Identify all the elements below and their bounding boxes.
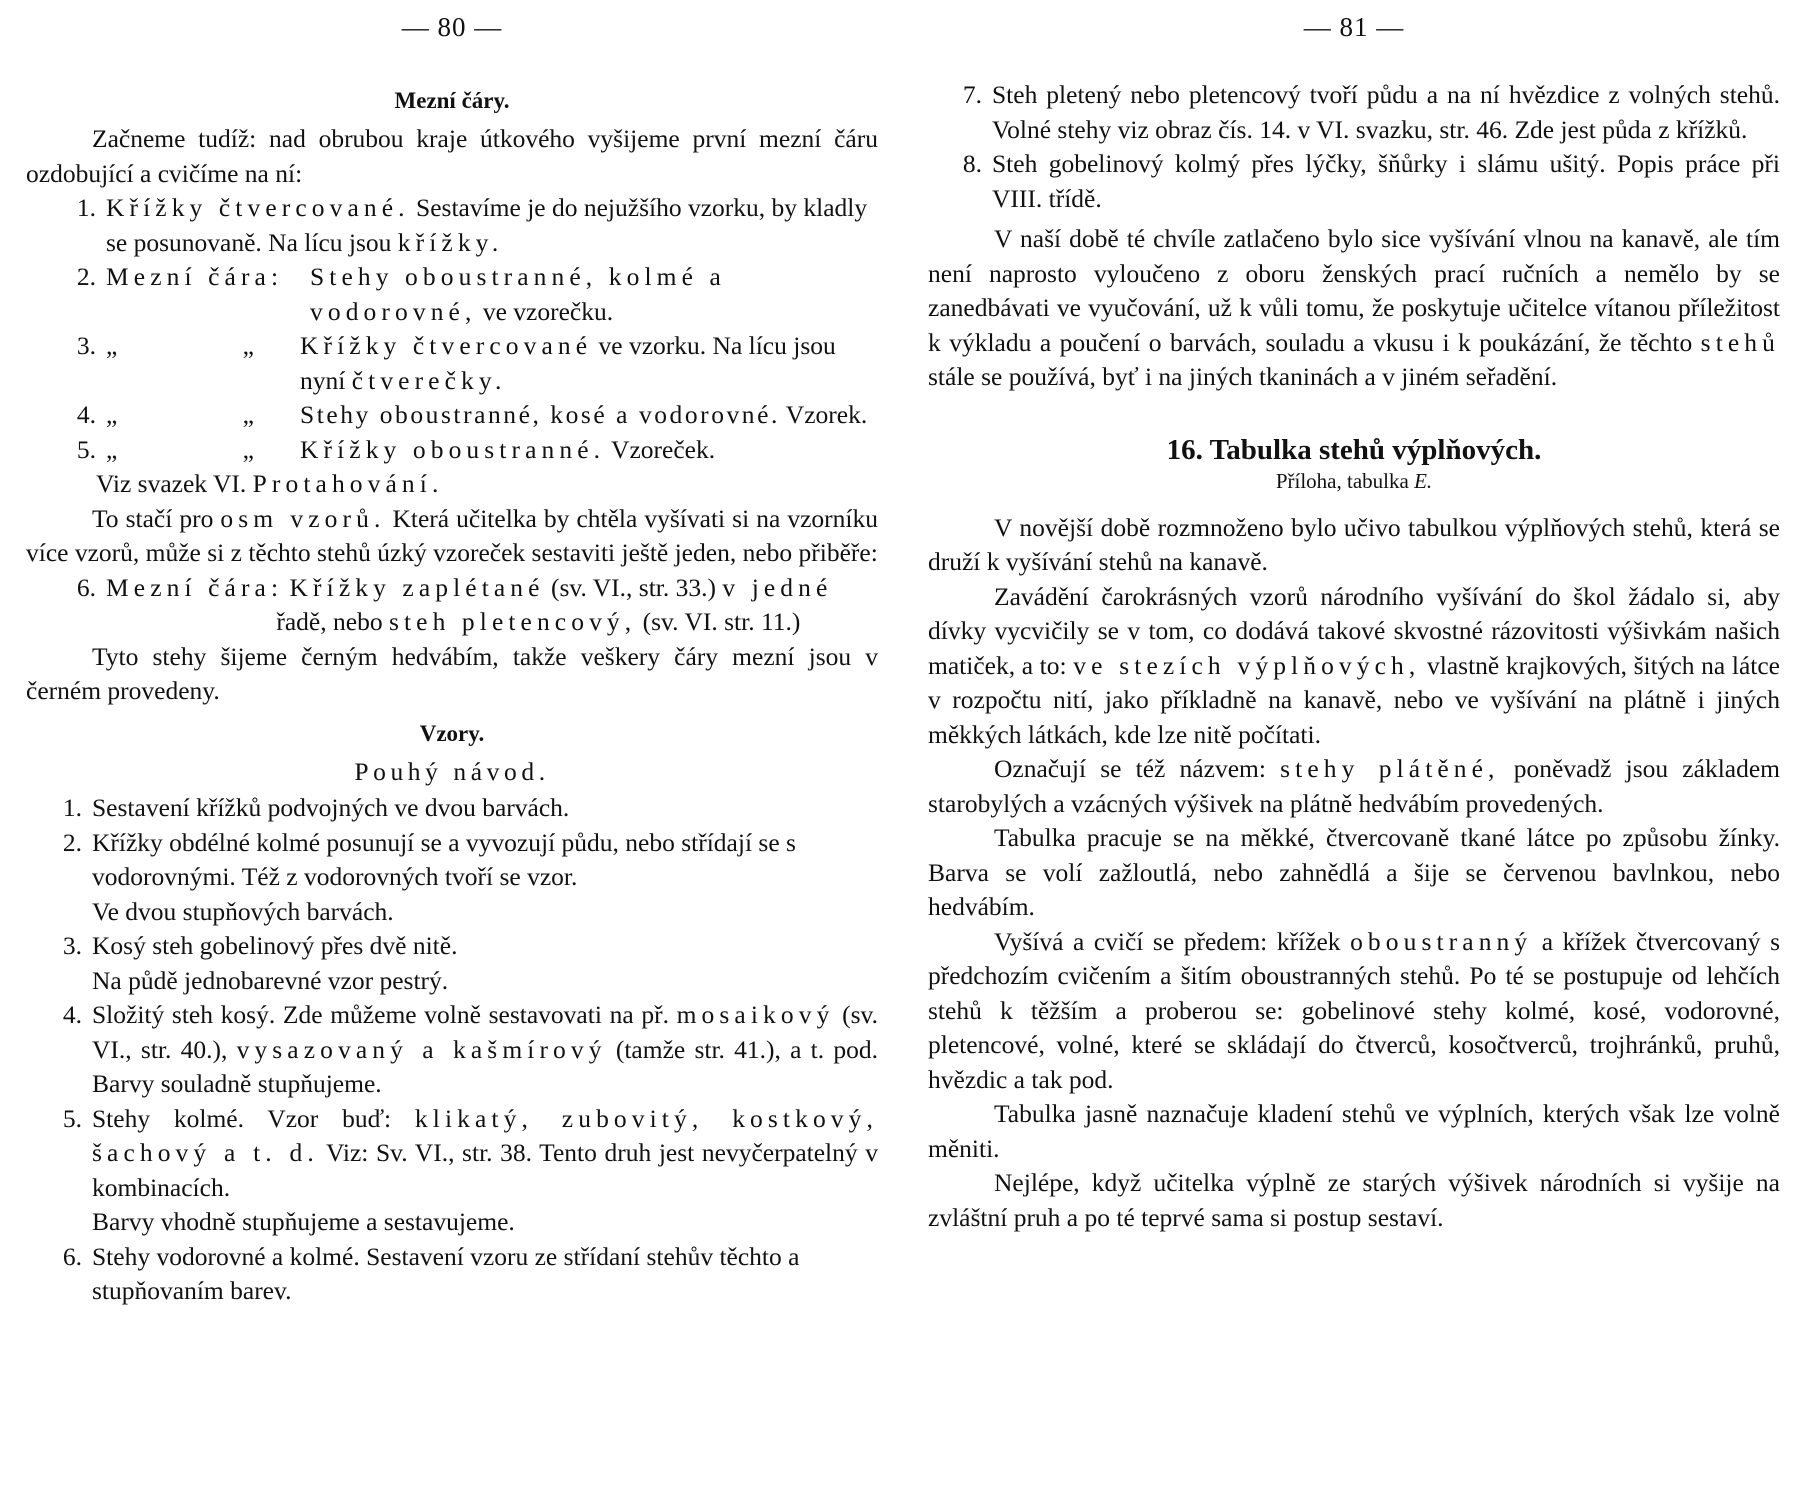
page-number: — 81 — [1303, 12, 1405, 42]
list-item: 3. Kosý steh gobelinový přes dvě nitě. Na půdě jednobarevné vzor pestrý. [62, 931, 458, 995]
paragraph: Zavádění čarokrásných vzorů národního vyšívání do škol žádalo si, aby dívky vycvičily se v tom, co dodává takové skvostné rázovitosti výšivkám našich matiček, a to: ve stezích výplňových, vlastně krajkových, šitých na látce v rozpočtu nití, jako příkladně na kanavě, nebo ve vyšívání na plátně i jiných měkkých látkách, kde lze nitě počítati. [928, 581, 1780, 749]
paragraph: Označují se též názvem: stehy plátěné, poněvadž jsou základem starobylých a vzácných výšivek na plátně hedvábím provedených. [928, 754, 1781, 818]
ditto-marks: „ „ [106, 400, 254, 429]
paragraph: To stačí pro osm vzorů. Která učitelka by chtěla vyšívati si na vzorníku více vzorů, může si z těchto stehů úzký vzoreček sestaviti ještě jeden, nebo přiběře: [26, 503, 878, 567]
paragraph: Vyšívá a cvičí se předem: křížek oboustranný a křížek čtvercovaný s předchozím cvičením a šitím oboustranných stehů. Po té se postupuje od lehčích stehů k těžším a proberou se: gobelinové stehy kolmé, kosé, vodorovné, pletencové, volné, které se skládají do čtverců, kosočtverců, trojhránků, pruhů, hvězdic a tak pod. [928, 926, 1780, 1094]
list-item: 8. Steh gobelinový kolmý přes lýčky, šňůrky i slámu ušitý. Popis práce při VIII. třídě. [962, 149, 1780, 213]
list-item: 6. Mezní čára: Křížky zaplétané (sv. VI., str. 33.) v jedné řadě, nebo steh pletencový, (sv. VI. str. 11.) [76, 572, 833, 636]
right-page [928, 0, 1780, 1500]
ditto-marks: „ „ [106, 331, 254, 360]
continued-list [928, 78, 1780, 216]
paragraph: Tabulka jasně naznačuje kladení stehů ve výplních, kterých však lze volně měniti. [928, 1099, 1780, 1163]
list-item: 7. Steh pletený nebo pletencový tvoří půdu a na ní hvězdice z volných stehů. Volné stehy viz obraz čís. 14. v VI. svazku, str. 46. Zde jest půda z křížků. [962, 80, 1780, 144]
list-item: 2. Křížky obdélné kolmé posunují se a vyvozují půdu, nebo střídají se s vodorovnými. Též z vodorovných tvoří se vzor. Ve dvou stupňových barvách. [62, 827, 796, 926]
paragraph: Tabulka pracuje se na měkké, čtvercovaně tkané látce po způsobu žínky. Barva se volí zažloutlá, nebo zahnědlá a šije se červenou bavlnkou, nebo hedvábím. [928, 823, 1780, 921]
see-volume-line: Viz svazek VI. Protahování. [96, 469, 444, 498]
section-heading: Mezní čáry. [394, 88, 510, 113]
paragraph: V naší době té chvíle zatlačeno bylo sice vyšívání vlnou na kanavě, ale tím není naprosto vyloučeno z oboru ženských prací ručních a nemělo by se zanedbávati ve vyučování, už k vůli tomu, že poskytuje učitelce vítanou příležitost k výkladu a poučení o barvách, souladu a vkusu i k poukázání, že těchto stehů stále se používá, byť i na jiných tkaninách a v jiném seřadění. [928, 224, 1780, 391]
section-subtitle: Příloha, tabulka E. [1275, 468, 1433, 493]
vzory-heading: Vzory. [419, 720, 485, 746]
list-item: 4. Složitý steh kosý. Zde můžeme volně sestavovati na př. mosaikový (sv. VI., str. 40.), vysazovaný a kašmírový (tamže str. 41.), a t. pod. Barvy souladně stupňujeme. [62, 1000, 878, 1098]
page-number: — 80 — [401, 12, 503, 42]
list-item: 1. Sestavení křížků podvojných ve dvou barvách. [62, 793, 570, 822]
subheading: Pouhý návod. [354, 756, 550, 786]
list-item: 1. Křížky čtvercované. Sestavíme je do nejužšího vzorku, by kladly se posunovaně. Na lícu jsou křížky. [76, 193, 868, 257]
paragraph: Tyto stehy šijeme černým hedvábím, takže veškery čáry mezní jsou v černém provedeny. [26, 641, 878, 705]
list-item: 6. Stehy vodorovné a kolmé. Sestavení vzoru ze střídaní stehův těchto a stupňovaním barev. [62, 1241, 800, 1305]
list-item: 5. „ „ Křížky oboustranné. Vzoreček. [26, 433, 878, 468]
left-page [26, 0, 878, 1500]
list-item: 5. Stehy kolmé. Vzor buď: klikatý, zubovitý, kostkový, šachový a t. d. Viz: Sv. VI., str. 38. Tento druh jest nevyčerpatelný v kombinacích. Barvy vhodně stupňujeme a sestavujeme. [62, 1103, 878, 1236]
list-item: 3. „ „ Křížky čtvercované ve vzorku. Na lícu jsou nyní čtverečky. [26, 329, 878, 398]
list-item: 4. „ „ Stehy oboustranné, kosé a vodorovné. Vzorek. [26, 398, 878, 433]
intro-paragraph: Začneme tudíž: nad obrubou kraje útkového vyšijeme první mezní čáru ozdobující a cvičíme na ní: [26, 124, 878, 188]
paragraph: V novější době rozmnoženo bylo učivo tabulkou výplňových stehů, která se druží k vyšívání stehů na kanavě. [928, 512, 1780, 576]
section-title: 16. Tabulka stehů výplňových. [1166, 433, 1542, 466]
pattern-list [26, 791, 878, 1309]
paragraph: Nejlépe, když učitelka výplně ze starých výšivek národních si vyšije na zvláštní pruh a po té teprvé sama si postup sestaví. [928, 1168, 1780, 1232]
ditto-marks: „ „ [106, 434, 254, 464]
list-item: 2. Mezní čára: Stehy oboustranné, kolmé a vodorovné, ve vzorečku. [76, 262, 726, 326]
